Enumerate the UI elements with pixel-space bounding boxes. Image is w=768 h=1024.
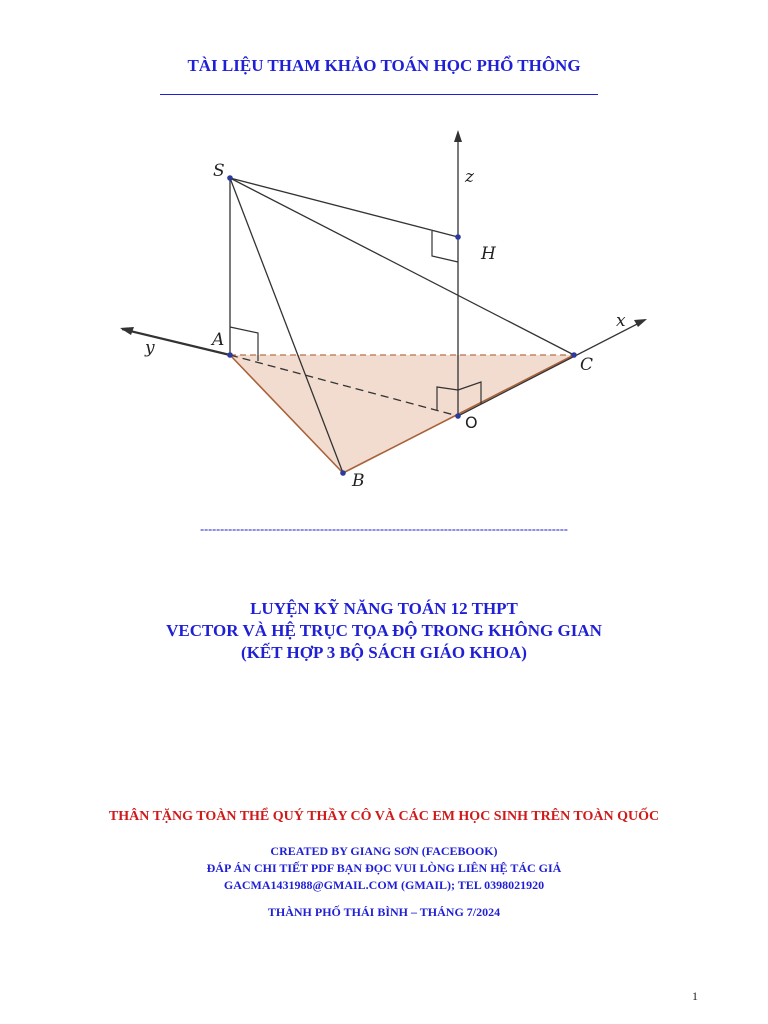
label-c: C bbox=[580, 355, 594, 375]
credits-block bbox=[0, 843, 768, 894]
separator-dashes: -------------------------------------------------------------------------------------------- bbox=[200, 522, 568, 536]
page-header-title: TÀI LIỆU THAM KHẢO TOÁN HỌC PHỔ THÔNG bbox=[187, 56, 581, 75]
point-a bbox=[227, 352, 233, 358]
label-s: S bbox=[213, 161, 225, 181]
label-b: B bbox=[352, 471, 365, 491]
title-line-1: LUYỆN KỸ NĂNG TOÁN 12 THPT bbox=[250, 599, 518, 618]
pyramid-figure bbox=[0, 120, 768, 500]
page-number: 1 bbox=[692, 989, 698, 1003]
point-s bbox=[227, 175, 233, 181]
label-o: O bbox=[465, 413, 478, 432]
edge-sb bbox=[230, 178, 343, 473]
z-axis-arrow bbox=[454, 130, 462, 142]
point-b bbox=[340, 470, 346, 476]
label-x: x bbox=[616, 311, 626, 331]
segment-sh bbox=[230, 178, 458, 237]
main-title-block bbox=[0, 598, 768, 664]
credits-line-1: CREATED BY GIANG SƠN (FACEBOOK) bbox=[270, 844, 498, 858]
label-z: z bbox=[465, 167, 474, 187]
point-c bbox=[571, 352, 577, 358]
label-h: H bbox=[481, 244, 496, 264]
point-h bbox=[455, 234, 461, 240]
place-date: THÀNH PHỐ THÁI BÌNH – THÁNG 7/2024 bbox=[267, 905, 501, 919]
dedication-text: THÂN TẶNG TOÀN THỂ QUÝ THẦY CÔ VÀ CÁC EM HỌC SINH TRÊN TOÀN QUỐC bbox=[108, 809, 660, 824]
point-o bbox=[455, 413, 461, 419]
label-a: A bbox=[212, 330, 225, 350]
title-line-2: VECTOR VÀ HỆ TRỤC TỌA ĐỘ TRONG KHÔNG GIAN bbox=[166, 621, 602, 640]
label-y: y bbox=[145, 338, 155, 358]
header-underline bbox=[160, 94, 598, 95]
credits-line-3: GACMA1431988@GMAIL.COM (GMAIL); TEL 0398021920 bbox=[223, 878, 545, 892]
x-axis-arrow bbox=[634, 319, 647, 327]
title-line-3: (KẾT HỢP 3 BỘ SÁCH GIÁO KHOA) bbox=[241, 643, 527, 662]
credits-line-2: ĐÁP ÁN CHI TIẾT PDF BẠN ĐỌC VUI LÒNG LIÊN HỆ TÁC GIẢ bbox=[206, 861, 562, 875]
y-axis-arrow bbox=[120, 327, 134, 335]
edge-sc bbox=[230, 178, 574, 355]
base-triangle-face bbox=[230, 355, 574, 473]
